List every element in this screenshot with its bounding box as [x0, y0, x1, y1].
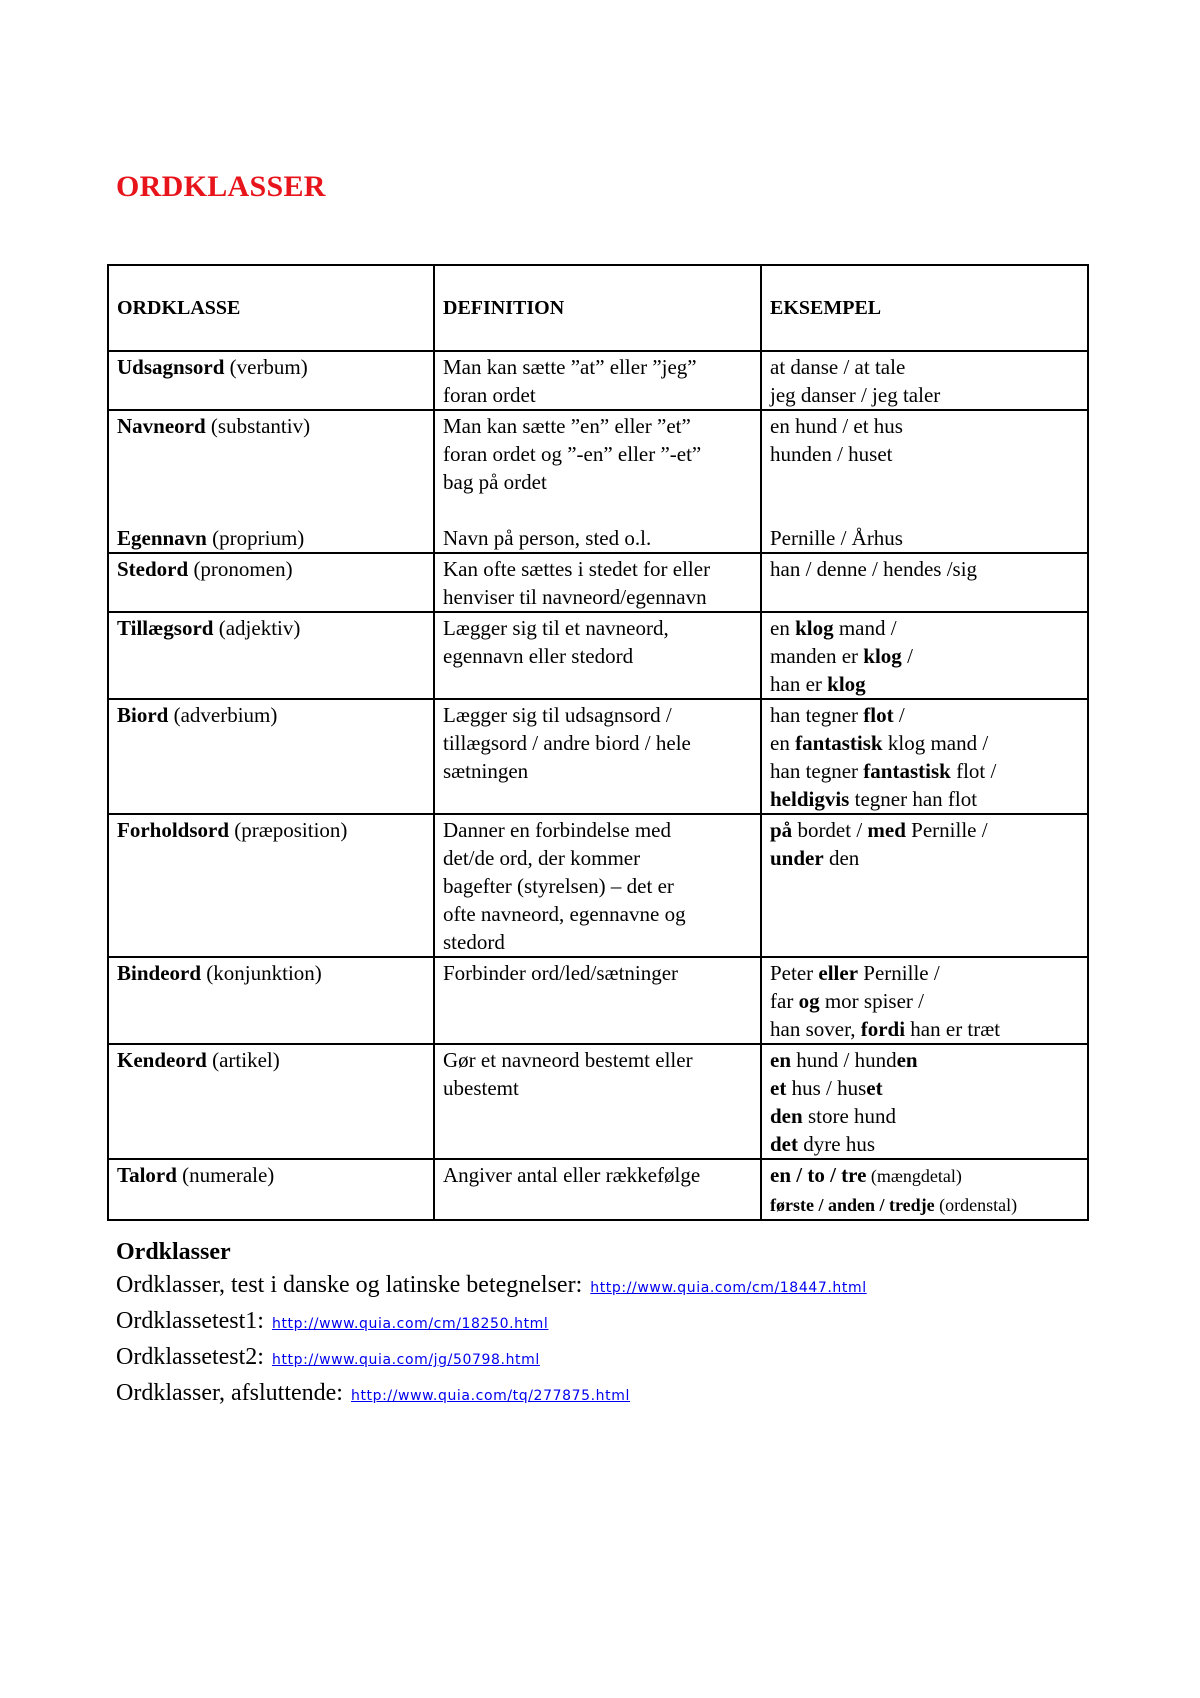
- table-row: [108, 351, 1088, 410]
- definition-line: Lægger sig til et navneord,: [443, 616, 669, 640]
- link-row-2: [116, 1305, 867, 1341]
- spacer: [770, 496, 1079, 524]
- definition-line: Gør et navneord bestemt eller: [443, 1048, 693, 1072]
- table-row: [108, 1159, 1088, 1220]
- example-bold: et: [866, 1076, 883, 1100]
- example-cell: [761, 699, 1088, 814]
- example-line: [770, 353, 1079, 381]
- term-line: [117, 816, 425, 844]
- example-line: [770, 670, 1079, 698]
- example-bold: fordi: [860, 1017, 906, 1041]
- example-text: den: [823, 846, 860, 870]
- example-cell: [761, 1044, 1088, 1159]
- link-label: Ordklassetest2:: [116, 1344, 264, 1370]
- definition-line: Forbinder ord/led/sætninger: [443, 961, 679, 985]
- example-line: [770, 844, 1079, 872]
- term-line: [117, 412, 425, 440]
- definition-line: Kan ofte sættes i stedet for eller: [443, 557, 711, 581]
- example-line: [770, 757, 1079, 785]
- example-line: [770, 614, 1079, 642]
- link-row-3: [116, 1341, 867, 1377]
- example-bold: den: [770, 1104, 803, 1128]
- ordklasse-cell: [108, 351, 434, 410]
- example-text: en hund / et hus: [770, 414, 903, 438]
- example-bold: på: [770, 818, 793, 842]
- table-row: [108, 1044, 1088, 1159]
- links-section: [116, 1236, 867, 1413]
- term-line: [117, 555, 425, 583]
- example-text: Pernille /: [858, 961, 940, 985]
- example-bold: fantastisk: [795, 731, 883, 755]
- example-line: [770, 1074, 1079, 1102]
- definition-cell: [434, 814, 761, 957]
- ordklasse-cell: [108, 957, 434, 1044]
- example-line: [770, 1015, 1079, 1043]
- definition-line: bagefter (styrelsen) – det er: [443, 874, 674, 898]
- table-row: [108, 612, 1088, 699]
- example-bold: fantastisk: [863, 759, 951, 783]
- definition-line: bag på ordet: [443, 470, 547, 494]
- table-row: [108, 957, 1088, 1044]
- example-bold: klog: [795, 616, 834, 640]
- example-text: klog mand /: [882, 731, 989, 755]
- definition-line: ubestemt: [443, 1076, 519, 1100]
- ordklasse-cell: [108, 410, 434, 553]
- example-bold: under: [770, 846, 824, 870]
- table-row: [108, 553, 1088, 612]
- example-bold: flot: [863, 703, 894, 727]
- example-line: [770, 816, 1079, 844]
- link-url[interactable]: http://www.quia.com/cm/18250.html: [271, 1316, 549, 1332]
- example-line: [770, 642, 1079, 670]
- definition-line: sætningen: [443, 759, 529, 783]
- term-latin: (substantiv): [205, 414, 311, 438]
- example-cell: [761, 351, 1088, 410]
- term-latin: (verbum): [224, 355, 308, 379]
- example-cell: [761, 1159, 1088, 1220]
- example-text: dyre hus: [798, 1132, 875, 1156]
- term-line: [117, 1161, 425, 1189]
- example-line: [770, 1190, 1079, 1219]
- example-text: /: [893, 703, 905, 727]
- term-line: [117, 701, 425, 729]
- example-line: [770, 1102, 1079, 1130]
- example-text: han er: [770, 672, 828, 696]
- example-text: bordet /: [792, 818, 868, 842]
- header-eksempel: EKSEMPEL: [761, 265, 1088, 351]
- sub-term-name: Egennavn: [117, 526, 207, 550]
- table-body: [108, 351, 1088, 1220]
- example-text: store hund: [802, 1104, 897, 1128]
- example-text: /: [901, 644, 913, 668]
- example-text: Pernille /: [905, 818, 988, 842]
- term-latin: (præposition): [229, 818, 348, 842]
- example-bold: klog: [827, 672, 866, 696]
- table-row: [108, 410, 1088, 553]
- definition-cell: [434, 410, 761, 553]
- definition-cell: [434, 957, 761, 1044]
- example-text: at danse / at tale: [770, 355, 906, 379]
- example-bold: og: [798, 989, 820, 1013]
- example-text: mand /: [833, 616, 897, 640]
- spacer: [117, 496, 425, 524]
- link-url[interactable]: http://www.quia.com/cm/18447.html: [590, 1280, 867, 1296]
- definition-cell: [434, 612, 761, 699]
- example-cell: [761, 612, 1088, 699]
- example-bold: en / to / tre: [770, 1163, 867, 1187]
- example-line: [770, 701, 1079, 729]
- example-line: [770, 381, 1079, 409]
- example-text: mor spiser /: [819, 989, 924, 1013]
- example-text: flot /: [950, 759, 997, 783]
- example-text: en: [770, 616, 796, 640]
- example-cell: [761, 957, 1088, 1044]
- example-text: far: [770, 989, 799, 1013]
- example-cell: [761, 410, 1088, 553]
- example-text: han er træt: [905, 1017, 1001, 1041]
- example-bold: klog: [863, 644, 902, 668]
- example-bold: heldigvis: [770, 787, 850, 811]
- example-text: Peter: [770, 961, 819, 985]
- ordklasse-cell: [108, 1159, 434, 1220]
- definition-cell: [434, 553, 761, 612]
- term-latin: (konjunktion): [201, 961, 322, 985]
- definition-line: Man kan sætte ”at” eller ”jeg”: [443, 355, 697, 379]
- definition-line: det/de ord, der kommer: [443, 846, 641, 870]
- term-name: Kendeord: [117, 1048, 207, 1072]
- term-name: Navneord: [117, 414, 206, 438]
- term-line: [117, 1046, 425, 1074]
- definition-line: Danner en forbindelse med: [443, 818, 671, 842]
- header-definition: DEFINITION: [434, 265, 761, 351]
- ordklasse-cell: [108, 1044, 434, 1159]
- term-name: Tillægsord: [117, 616, 214, 640]
- term-line: [117, 614, 425, 642]
- table-row: [108, 814, 1088, 957]
- term-name: Bindeord: [117, 961, 202, 985]
- term-line: [117, 959, 425, 987]
- example-cell: [761, 553, 1088, 612]
- example-line: [770, 959, 1079, 987]
- spacer: [443, 496, 752, 524]
- example-bold: en: [770, 1048, 791, 1072]
- definition-cell: [434, 699, 761, 814]
- definition-line: henviser til navneord/egennavn: [443, 585, 707, 609]
- spacer: [117, 440, 425, 468]
- example-bold: eller: [818, 961, 859, 985]
- definition-cell: [434, 1159, 761, 1220]
- example-bold: med: [867, 818, 906, 842]
- ordklasse-cell: [108, 814, 434, 957]
- ordklasse-cell: [108, 699, 434, 814]
- links-heading: Ordklasser: [116, 1239, 231, 1265]
- sub-definition-line: Navn på person, sted o.l.: [443, 526, 652, 550]
- definition-line: tillægsord / andre biord / hele: [443, 731, 691, 755]
- definition-line: Angiver antal eller rækkefølge: [443, 1163, 701, 1187]
- example-line: [770, 987, 1079, 1015]
- example-text: han tegner: [770, 759, 864, 783]
- table-header-row: [108, 265, 1088, 351]
- example-text: (mængdetal): [866, 1166, 962, 1186]
- example-cell: [761, 814, 1088, 957]
- example-text: tegner han flot: [849, 787, 978, 811]
- link-row-4: [116, 1377, 867, 1413]
- term-name: Stedord: [117, 557, 189, 581]
- definition-cell: [434, 351, 761, 410]
- example-line: [770, 440, 1079, 468]
- sub-term-line: [117, 524, 425, 552]
- definition-line: ofte navneord, egennavne og: [443, 902, 686, 926]
- example-line: [770, 1130, 1079, 1158]
- word-class-table: [107, 264, 1089, 1221]
- link-row-1: [116, 1269, 867, 1305]
- example-bold: første / anden / tredje: [770, 1195, 935, 1215]
- header-ordklasse: ORDKLASSE: [108, 265, 434, 351]
- example-line: [770, 785, 1079, 813]
- term-latin: (artikel): [206, 1048, 280, 1072]
- page-title: ORDKLASSER: [116, 170, 326, 203]
- example-bold: en: [896, 1048, 918, 1072]
- spacer: [770, 468, 1079, 496]
- term-latin: (adjektiv): [213, 616, 301, 640]
- definition-line: Lægger sig til udsagnsord /: [443, 703, 672, 727]
- definition-line: stedord: [443, 930, 505, 954]
- sub-term-latin: (proprium): [206, 526, 305, 550]
- definition-line: Man kan sætte ”en” eller ”et”: [443, 414, 691, 438]
- definition-line: egennavn eller stedord: [443, 644, 634, 668]
- link-url[interactable]: http://www.quia.com/tq/277875.html: [350, 1388, 630, 1404]
- term-name: Forholdsord: [117, 818, 230, 842]
- example-line: [770, 729, 1079, 757]
- term-name: Biord: [117, 703, 169, 727]
- example-text: hund / hund: [791, 1048, 897, 1072]
- ordklasse-cell: [108, 553, 434, 612]
- example-text: manden er: [770, 644, 864, 668]
- link-label: Ordklassetest1:: [116, 1308, 264, 1334]
- term-name: Talord: [117, 1163, 177, 1187]
- example-text: hunden / huset: [770, 442, 893, 466]
- definition-line: foran ordet og ”-en” eller ”-et”: [443, 442, 702, 466]
- link-url[interactable]: http://www.quia.com/jg/50798.html: [271, 1352, 540, 1368]
- example-text: han / denne / hendes /sig: [770, 557, 978, 581]
- term-line: [117, 353, 425, 381]
- term-latin: (pronomen): [188, 557, 293, 581]
- example-text: han sover,: [770, 1017, 861, 1041]
- sub-example-line: Pernille / Århus: [770, 526, 903, 550]
- link-label: Ordklasser, afsluttende:: [116, 1380, 343, 1406]
- table-row: [108, 699, 1088, 814]
- example-text: jeg danser / jeg taler: [770, 383, 941, 407]
- example-bold: et: [770, 1076, 787, 1100]
- term-latin: (numerale): [176, 1163, 275, 1187]
- example-text: en: [770, 731, 796, 755]
- example-text: han tegner: [770, 703, 864, 727]
- example-line: [770, 412, 1079, 440]
- term-name: Udsagnsord: [117, 355, 225, 379]
- definition-line: foran ordet: [443, 383, 536, 407]
- spacer: [117, 468, 425, 496]
- definition-cell: [434, 1044, 761, 1159]
- example-bold: det: [770, 1132, 798, 1156]
- example-line: [770, 1161, 1079, 1190]
- link-label: Ordklasser, test i danske og latinske betegnelser:: [116, 1272, 583, 1298]
- example-text: hus / hus: [786, 1076, 867, 1100]
- example-line: [770, 555, 1079, 583]
- example-text: (ordenstal): [934, 1195, 1018, 1215]
- term-latin: (adverbium): [168, 703, 278, 727]
- ordklasse-cell: [108, 612, 434, 699]
- example-line: [770, 1046, 1079, 1074]
